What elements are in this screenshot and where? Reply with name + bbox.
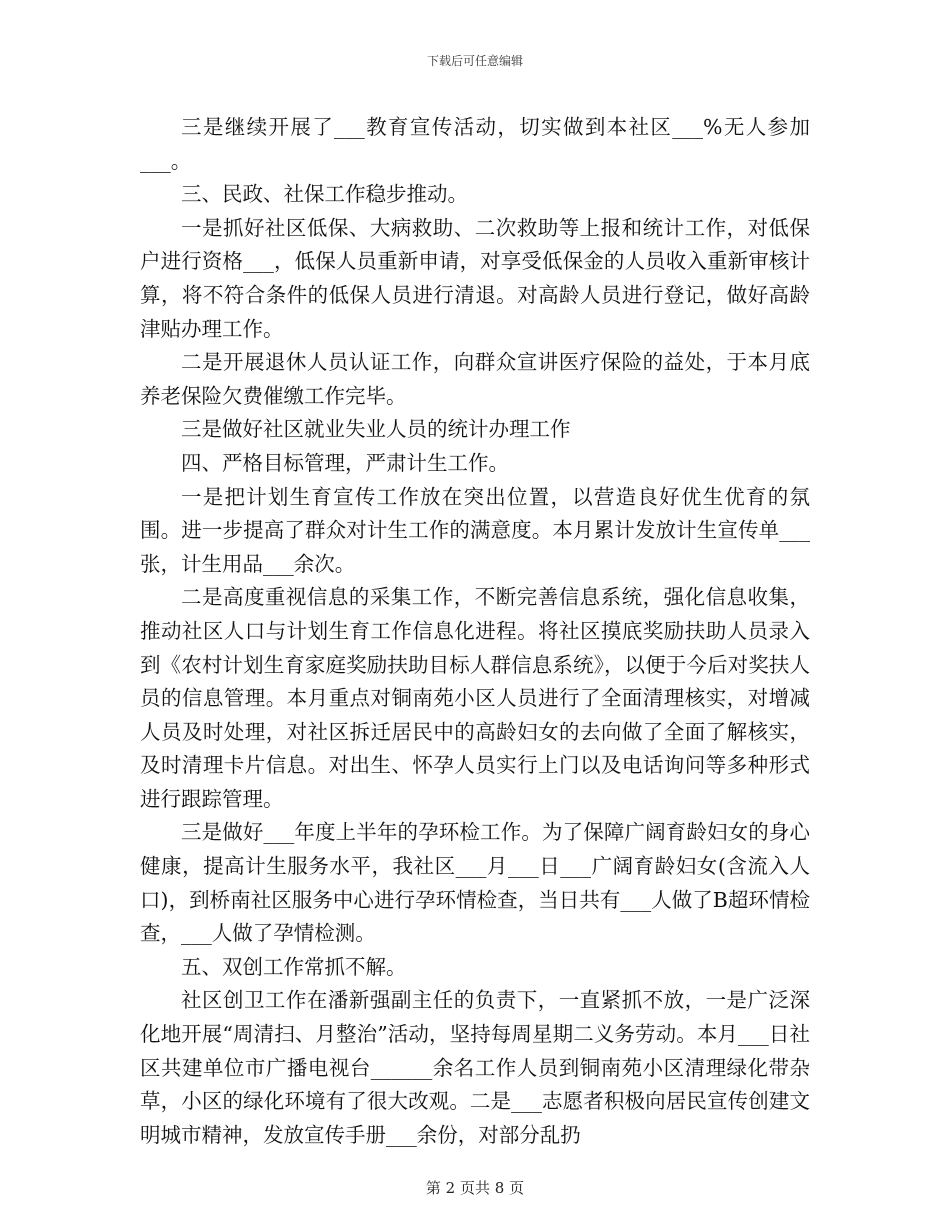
paragraph-9: 三是做好___年度上半年的孕环检工作。为了保障广阔育龄妇女的身心健康，提高计生服务水平，我社区___月___日___广阔育龄妇女(含流入人口)，到桥南社区服务中心进行孕环情检查，当日共有___人做了B超环情检查，___人做了孕情检测。	[140, 820, 810, 946]
document-body	[140, 111, 810, 1152]
paragraph-4: 二是开展退休人员认证工作，向群众宣讲医疗保险的益处，于本月底养老保险欠费催缴工作完毕。	[140, 350, 810, 408]
paragraph-8: 二是高度重视信息的采集工作，不断完善信息系统，强化信息收集，推动社区人口与计划生育工作信息化进程。将社区摸底奖励扶助人员录入到《农村计划生育家庭奖励扶助目标人群信息系统》，以便于今后对奖扶人员的信息管理。本月重点对铜南苑小区人员进行了全面清理核实，对增减人员及时处理，对社区拆迁居民中的高龄妇女的去向做了全面了解核实，及时清理卡片信息。对出生、怀孕人员实行上门以及电话询问等多种形式进行跟踪管理。	[140, 585, 810, 811]
paragraph-7: 一是把计划生育宣传工作放在突出位置，以营造良好优生优育的氛围。进一步提高了群众对计生工作的满意度。本月累计发放计生宣传单___张，计生用品___余次。	[140, 484, 810, 576]
section-heading-4: 四、严格目标管理，严肃计生工作。	[181, 450, 509, 475]
section-heading-5: 五、双创工作常抓不解。	[181, 954, 407, 979]
page-header: 下载后可任意编辑	[426, 54, 523, 68]
paragraph-5: 三是做好社区就业失业人员的统计办理工作	[181, 417, 571, 442]
page-number: 第 2 页共 8 页	[425, 1179, 525, 1197]
paragraph-3: 一是抓好社区低保、大病救助、二次救助等上报和统计工作，对低保户进行资格___，低保人员重新申请，对享受低保金的人员收入重新审核计算，将不符合条件的低保人员进行清退。对高龄人员进行登记，做好高龄津贴办理工作。	[140, 215, 810, 341]
section-heading-3: 三、民政、社保工作稳步推动。	[181, 182, 468, 207]
paragraph-11: 社区创卫工作在潘新强副主任的负责下，一直紧抓不放，一是广泛深化地开展“周清扫、月整治”活动，坚持每周星期二义务劳动。本月___日社区共建单位市广播电视台______余名工作人员到铜南苑小区清理绿化带杂草，小区的绿化环境有了很大改观。二是___志愿者积极向居民宣传创建文明城市精神，发放宣传手册___余份，对部分乱扔	[140, 988, 810, 1147]
paragraph-1: 三是继续开展了___教育宣传活动，切实做到本社区___%无人参加___。	[140, 115, 810, 173]
